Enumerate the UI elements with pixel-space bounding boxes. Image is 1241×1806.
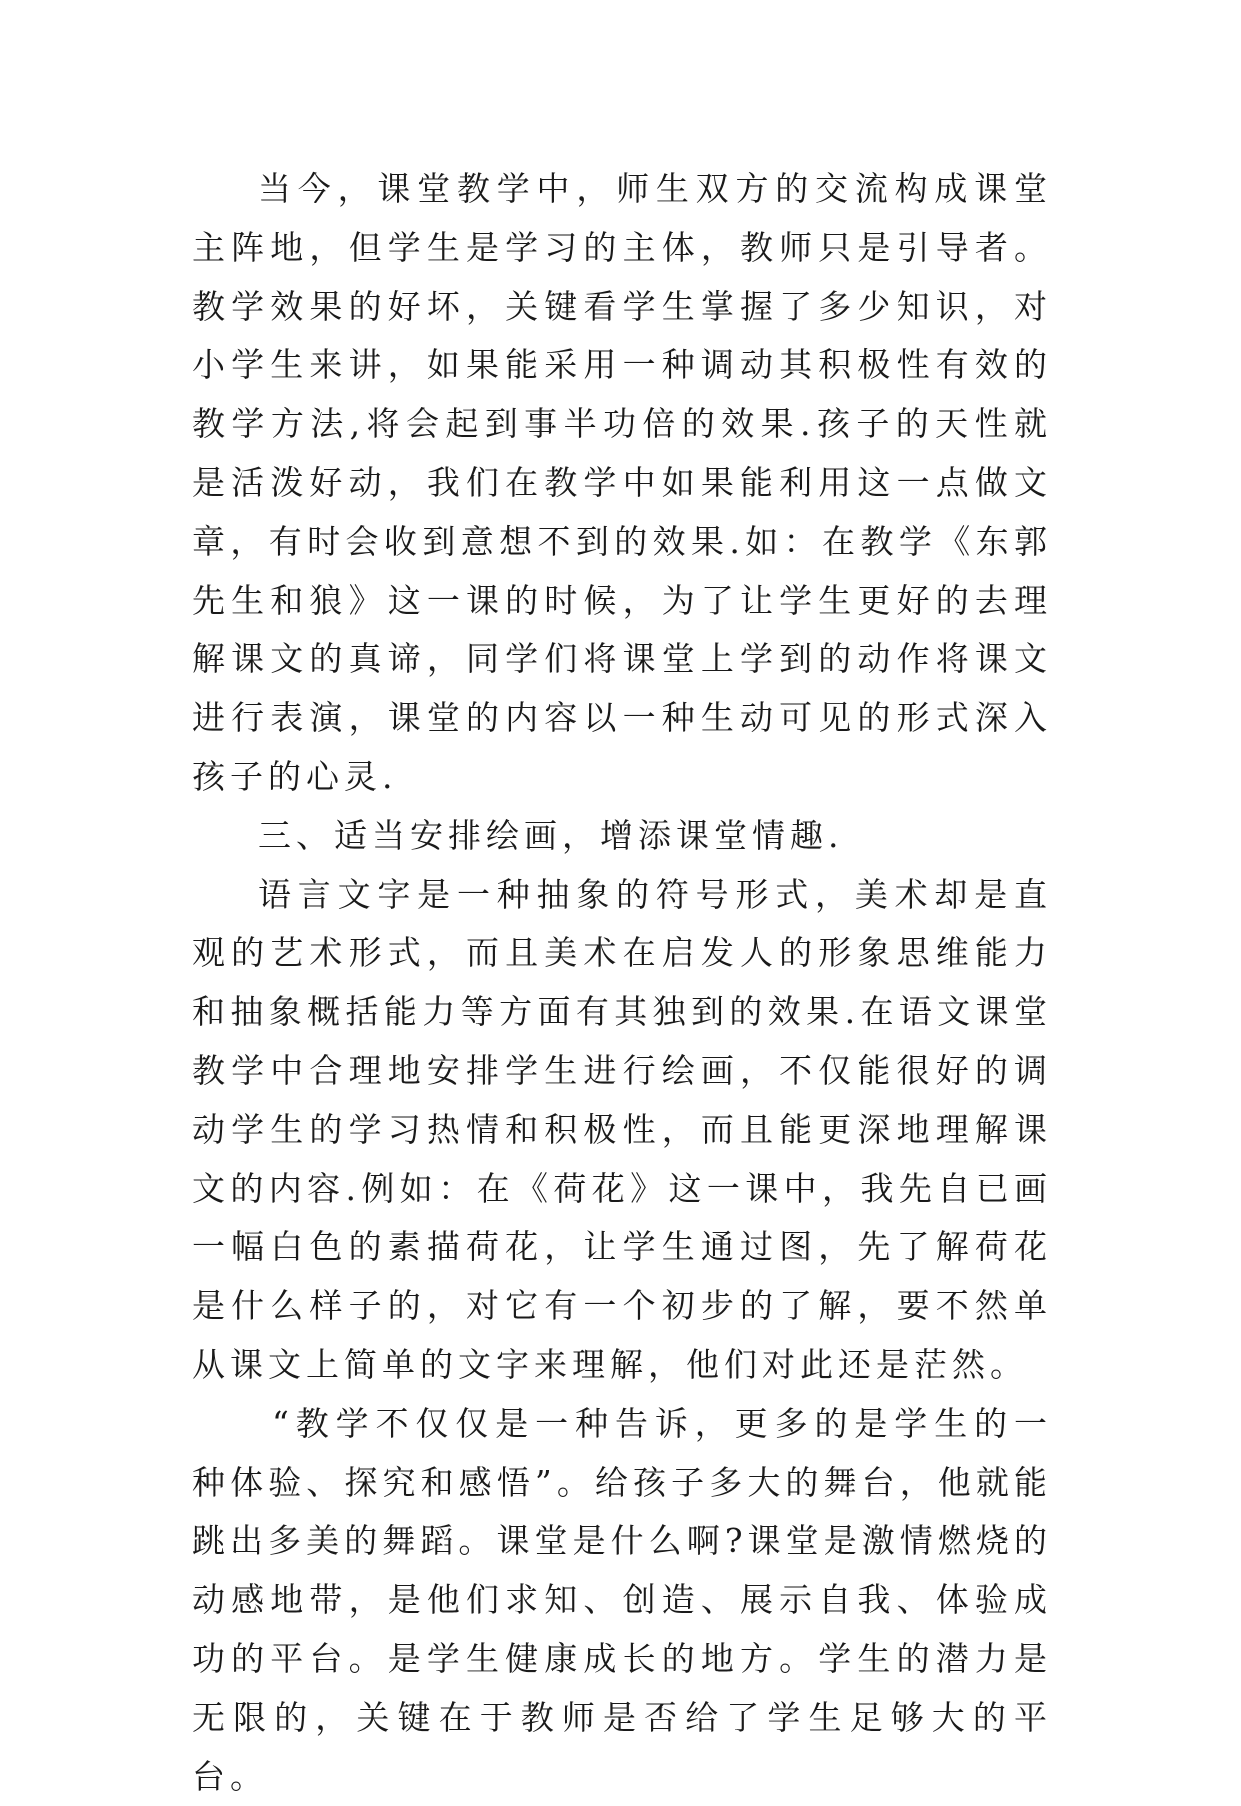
paragraph-teaching-quote: “教学不仅仅是一种告诉，更多的是学生的一种体验、探究和感悟”。给孩子多大的舞台，他就能跳出多美的舞蹈。课堂是什么啊?课堂是激情燃烧的动感地带，是他们求知、创造、展示自我、体验成功的平台。是学生健康成长的地方。学生的潜力是无限的，关键在于教师是否给了学生足够大的平台。 <box>192 1403 1052 1796</box>
paragraph-classroom-interaction: 当今，课堂教学中，师生双方的交流构成课堂主阵地，但学生是学习的主体，教师只是引导者。教学效果的好坏，关键看学生掌握了多少知识，对小学生来讲，如果能采用一种调动其积极性有效的教学方法,将会起到事半功倍的效果.孩子的天性就是活泼好动，我们在教学中如果能利用这一点做文章，有时会收到意想不到的效果.如：在教学《东郭先生和狼》这一课的时候，为了让学生更好的去理解课文的真谛，同学们将课堂上学到的动作将课文进行表演，课堂的内容以一种生动可见的形式深入孩子的心灵. <box>192 169 1052 796</box>
section-heading-drawing: 三、适当安排绘画，增添课堂情趣. <box>258 815 844 855</box>
document-page <box>192 160 1052 1806</box>
paragraph-drawing-in-class: 语言文字是一种抽象的符号形式，美术却是直观的艺术形式，而且美术在启发人的形象思维能力和抽象概括能力等方面有其独到的效果.在语文课堂教学中合理地安排学生进行绘画，不仅能很好的调动学生的学习热情和积极性，而且能更深地理解课文的内容.例如：在《荷花》这一课中，我先自已画一幅白色的素描荷花，让学生通过图，先了解荷花是什么样子的，对它有一个初步的了解，要不然单从课文上简单的文字来理解，他们对此还是茫然。 <box>192 874 1052 1384</box>
